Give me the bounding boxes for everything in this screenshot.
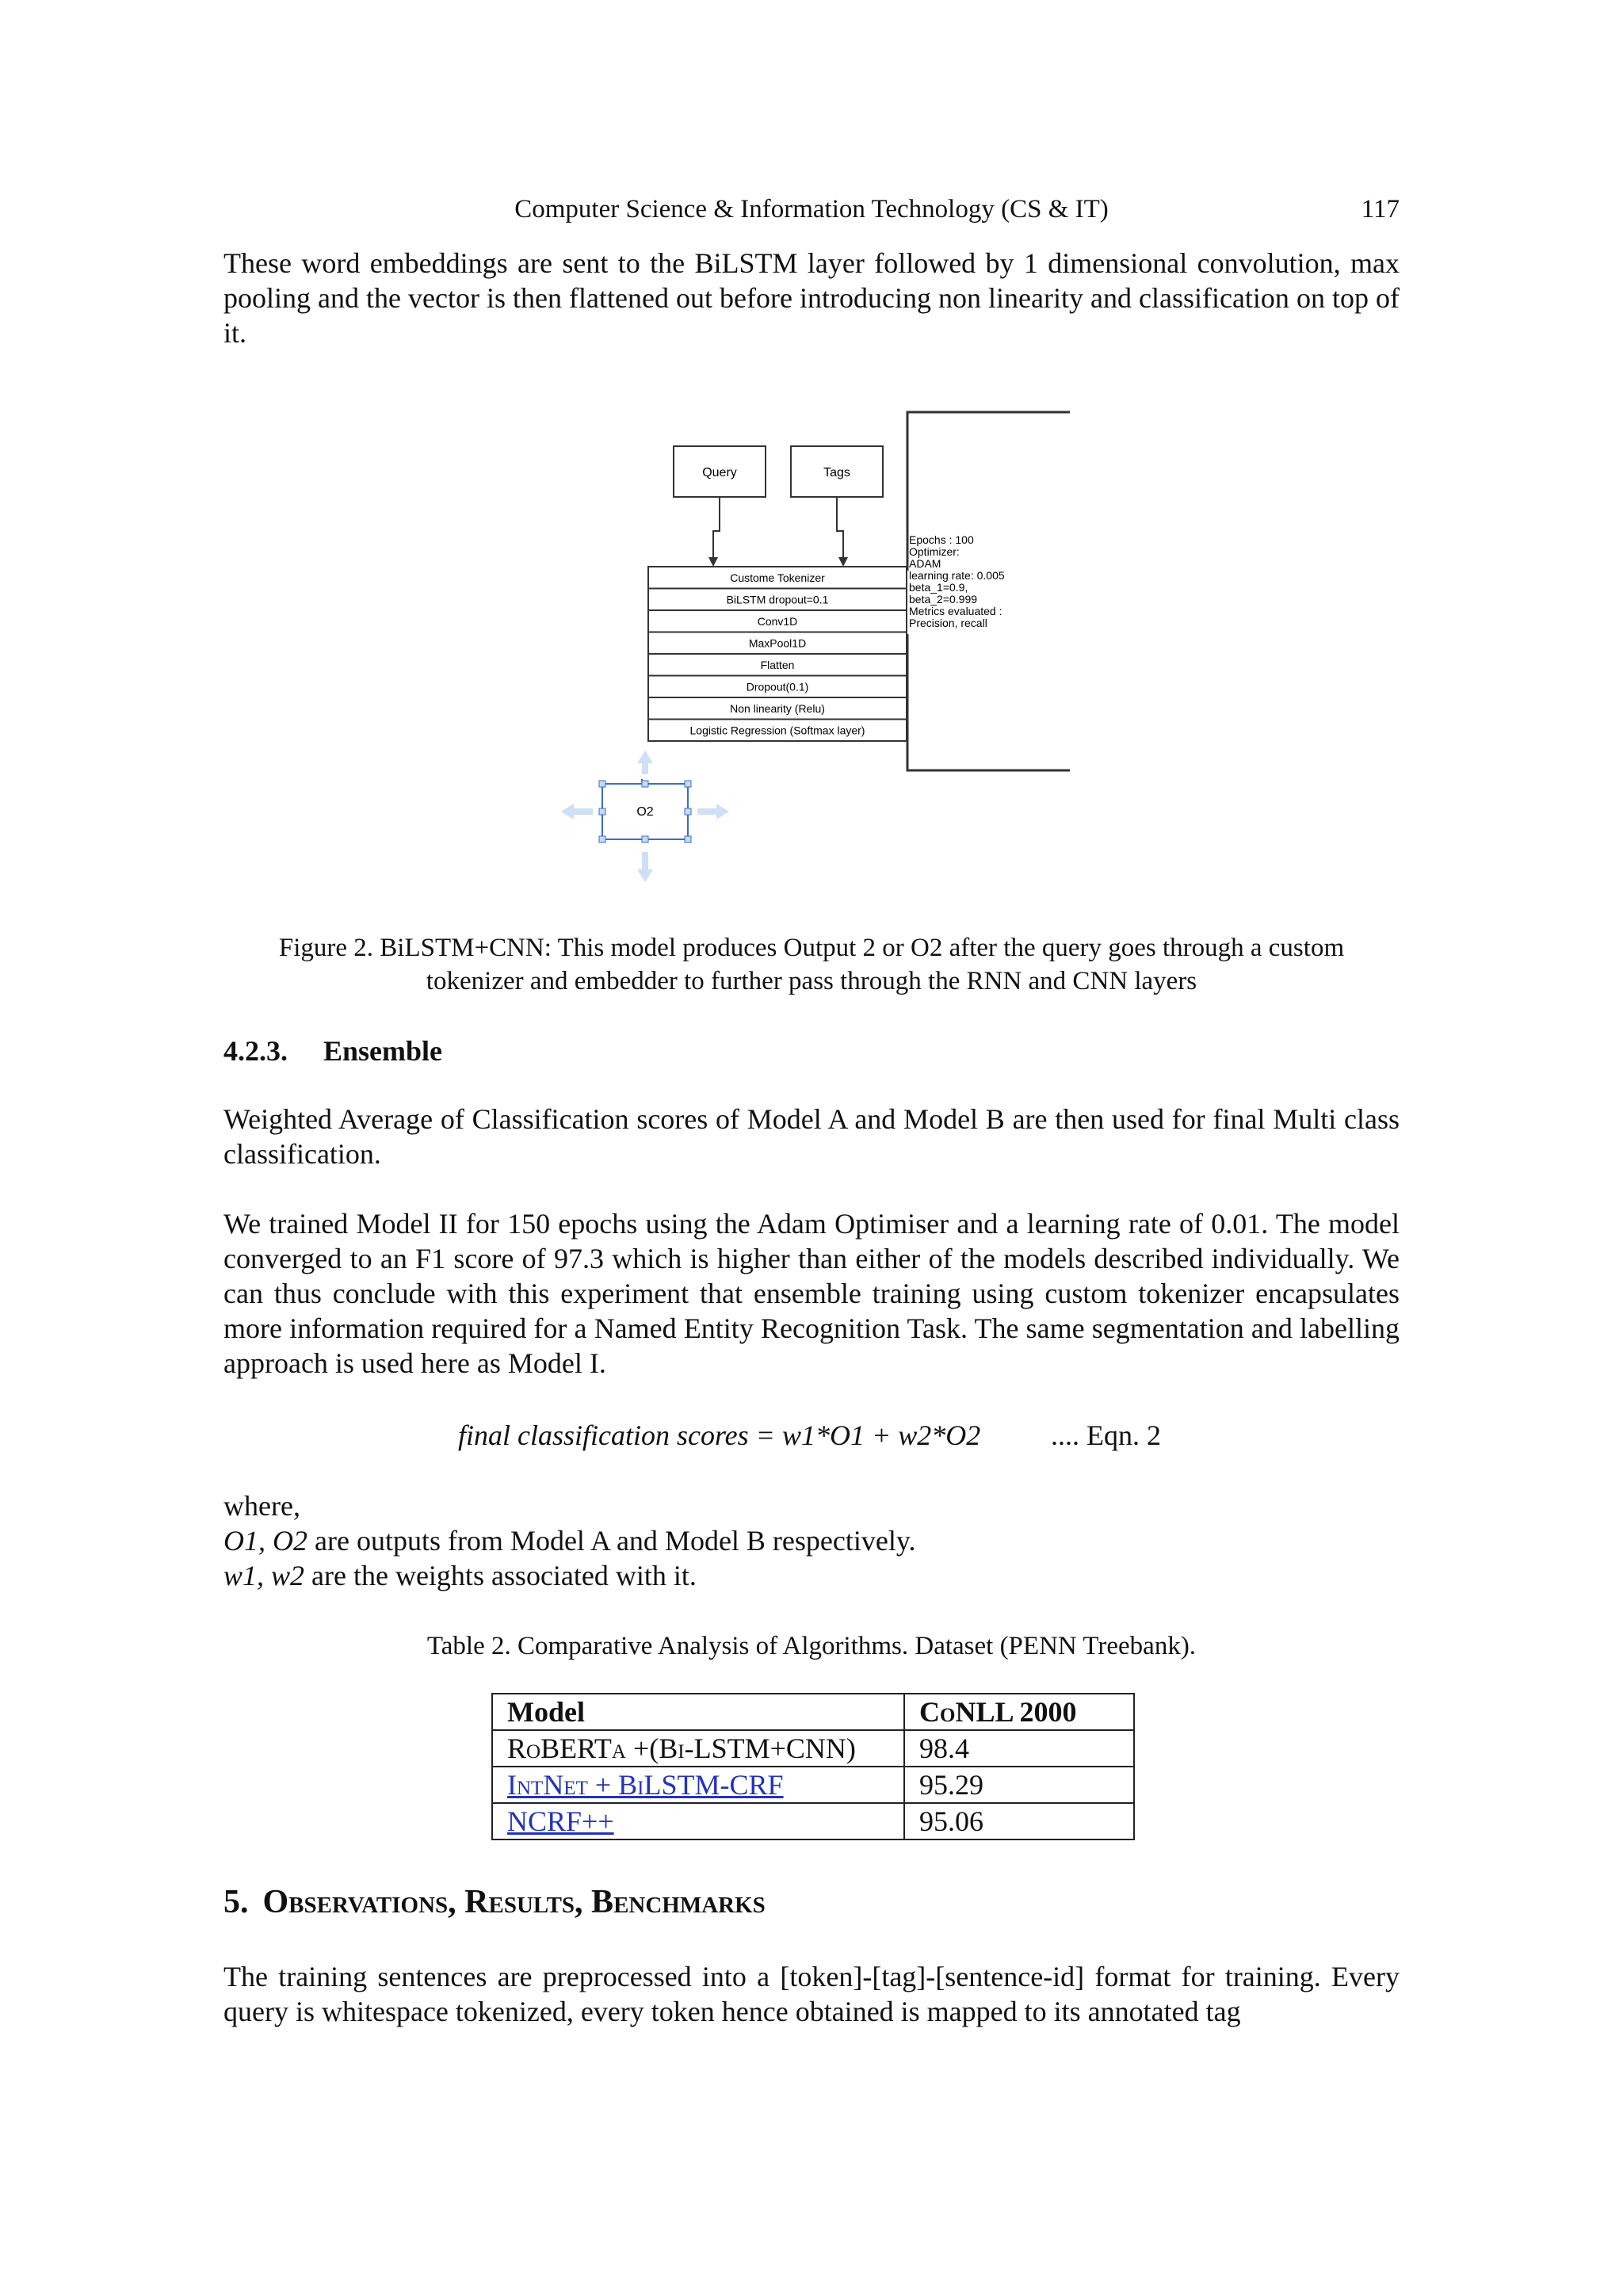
- table-row: [492, 1730, 1134, 1767]
- equation-tag: .... Eqn. 2: [1051, 1419, 1161, 1451]
- training-params: [909, 533, 1005, 629]
- layer-label: Dropout(0.1): [746, 680, 809, 693]
- w1-w2-text: are the weights associated with it.: [304, 1560, 697, 1591]
- layer-box: [648, 697, 907, 720]
- o1-o2-vars: O1, O2: [223, 1525, 307, 1557]
- query-label: Query: [702, 466, 737, 479]
- ensemble-paragraph-1: Weighted Average of Classification scores of Model A and Model B are then used for final Multi class classification.: [223, 1103, 1400, 1170]
- figure-caption: [223, 931, 1400, 998]
- section-title: Observations, Results, Benchmarks: [262, 1884, 766, 1920]
- model-cell: [492, 1767, 904, 1803]
- param-line: Metrics evaluated :: [909, 605, 1002, 617]
- section-4-2-3-heading: [223, 1034, 442, 1068]
- layer-box: [648, 632, 907, 655]
- layer-box: [648, 720, 907, 742]
- definition-o1-o2: [223, 1523, 916, 1558]
- param-line: Optimizer:: [909, 545, 960, 558]
- w1-w2-vars: w1, w2: [223, 1560, 305, 1591]
- params-bracket-bottom: [907, 634, 1070, 770]
- figure-caption-line-1: Figure 2. BiLSTM+CNN: This model produces Output 2 or O2 after the query goes through a custom: [278, 934, 1345, 962]
- tags-label: Tags: [823, 466, 850, 479]
- layer-box: [648, 589, 907, 611]
- ncrf-link[interactable]: NCRF++: [507, 1805, 614, 1837]
- intro-paragraph: These word embeddings are sent to the BiLSTM layer followed by 1 dimensional convolution, max pooling and the vector is then flattened out before introducing non linearity and classification on top of it.: [223, 247, 1400, 349]
- layer-stack: [648, 567, 907, 741]
- table-header-row: [492, 1694, 1134, 1730]
- layer-box: [648, 676, 907, 698]
- output-o2-box: [602, 779, 688, 839]
- where-line: where,: [223, 1490, 300, 1522]
- param-line: Precision, recall: [909, 617, 987, 629]
- layer-box: [648, 610, 907, 632]
- table-2-caption: Table 2. Comparative Analysis of Algorithms. Dataset (PENN Treebank).: [426, 1632, 1197, 1660]
- param-line: learning rate: 0.005: [909, 569, 1005, 582]
- output-label: O2: [636, 805, 654, 819]
- layer-box: [648, 567, 907, 589]
- arrow-head-query: [708, 557, 718, 567]
- model-cell: [492, 1803, 904, 1839]
- running-header-title: Computer Science & Information Technology (CS & IT): [514, 195, 1109, 223]
- definition-w1-w2: [223, 1558, 916, 1593]
- tags-input-box: [791, 446, 883, 497]
- layer-label: Logistic Regression (Softmax layer): [689, 724, 865, 737]
- layer-label: Custome Tokenizer: [730, 571, 825, 584]
- header-conll: CoNLL 2000: [904, 1694, 1134, 1730]
- layer-label: Conv1D: [757, 615, 798, 628]
- figure-2-diagram: [547, 400, 1102, 892]
- param-line: beta_2=0.999: [909, 593, 978, 606]
- layer-label: BiLSTM dropout=0.1: [726, 593, 829, 606]
- section-5-paragraph: The training sentences are preprocessed into a [token]-[tag]-[sentence-id] format for training. Every query is whitespace tokenized, every token hence obtained is mapped to its annotated tag: [223, 1961, 1400, 2027]
- page-number: 117: [1361, 195, 1400, 223]
- score-cell: 95.06: [904, 1803, 1134, 1839]
- comparison-table: [491, 1693, 1135, 1840]
- table-row: [492, 1767, 1134, 1803]
- section-number: 4.2.3.: [223, 1035, 288, 1067]
- layer-label: Flatten: [760, 659, 795, 671]
- input-arrows: [713, 497, 843, 563]
- param-line: ADAM: [909, 557, 941, 570]
- param-line: Epochs : 100: [909, 533, 974, 546]
- intnet-link[interactable]: IntNet + BiLSTM-CRF: [507, 1769, 784, 1801]
- table-row: [492, 1803, 1134, 1839]
- ensemble-paragraph-2: We trained Model II for 150 epochs using the Adam Optimiser and a learning rate of 0.01. The model converged to an F1 score of 97.3 which is higher than either of the models described individually. We can thus conclude with this experiment that ensemble training using custom tokenizer encapsulates more information required for a Named Entity Recognition Task. The same segmentation and labelling approach is used here as Model I.: [223, 1208, 1400, 1379]
- model-cell: RoBERTa +(Bi-LSTM+CNN): [492, 1730, 904, 1767]
- header-model: Model: [492, 1694, 904, 1730]
- query-input-box: [674, 446, 766, 497]
- arrow-head-tags: [838, 557, 848, 567]
- section-number: 5.: [223, 1884, 249, 1920]
- param-line: beta_1=0.9,: [909, 581, 968, 594]
- figure-caption-line-2: tokenizer and embedder to further pass through the RNN and CNN layers: [426, 967, 1197, 995]
- layer-label: Non linearity (Relu): [730, 702, 825, 715]
- layer-label: MaxPool1D: [748, 636, 807, 650]
- score-cell: 98.4: [904, 1730, 1134, 1767]
- equation-definitions: [223, 1488, 916, 1593]
- score-cell: 95.29: [904, 1767, 1134, 1803]
- layer-box: [648, 654, 907, 676]
- section-5-heading: [223, 1883, 766, 1921]
- o1-o2-text: are outputs from Model A and Model B respectively.: [307, 1525, 916, 1557]
- equation: final classification scores = w1*O1 + w2*O2: [458, 1419, 981, 1451]
- section-title: Ensemble: [323, 1035, 443, 1067]
